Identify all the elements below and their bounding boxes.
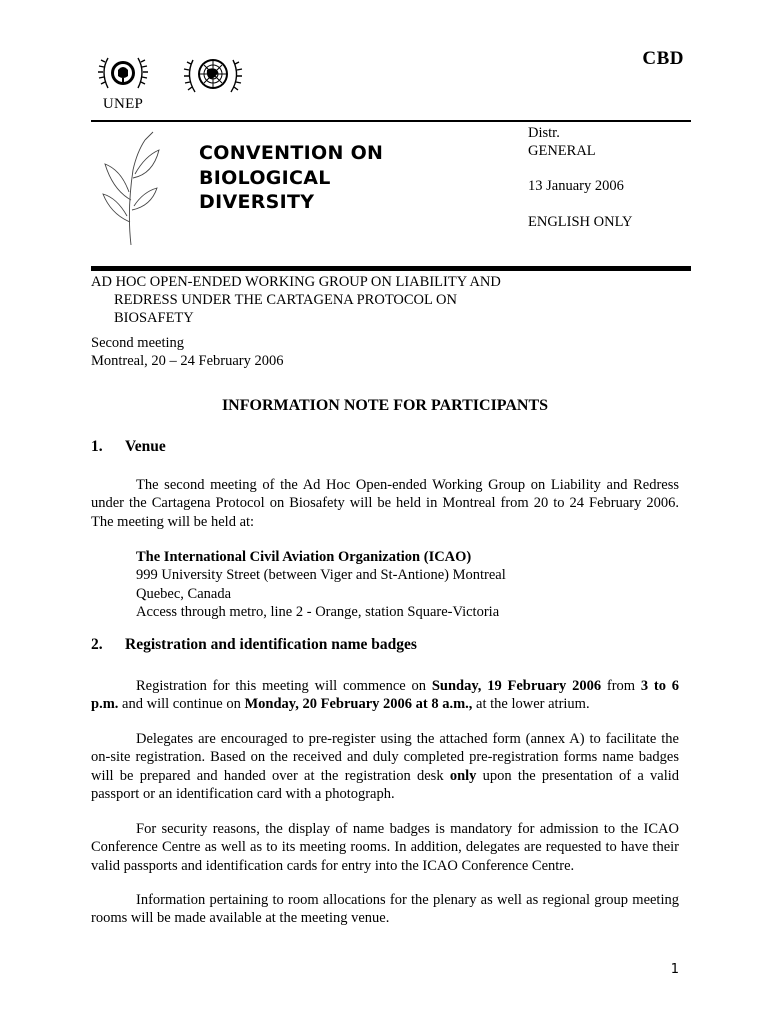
reg1-text-c: from bbox=[601, 678, 641, 694]
reg1-start-time: 3 to 6 p.m. bbox=[91, 678, 679, 713]
meeting-name: Second meeting bbox=[91, 335, 185, 351]
language-note: ENGLISH ONLY bbox=[528, 214, 633, 230]
registration-paragraph-3: For security reasons, the display of name badges is mandatory for admission to the ICAO Conference Centre as well as to its meeting rooms. In addition, delegates are requested to have their valid passports and identification cards for entry into the ICAO Conference Centre. bbox=[91, 821, 679, 874]
unep-label: UNEP bbox=[102, 96, 144, 112]
header-divider-thin bbox=[91, 120, 691, 122]
reg2-only-emphasis: only bbox=[449, 767, 477, 784]
reg1-start-date: Sunday, 19 February 2006 bbox=[431, 678, 602, 694]
title-line-1: CONVENTION ON bbox=[199, 142, 384, 164]
venue-address bbox=[136, 548, 506, 621]
registration-paragraph-4: Information pertaining to room allocations for the plenary as well as regional group meeting rooms will be made available at the meeting venue. bbox=[91, 892, 679, 927]
working-group-title bbox=[91, 273, 531, 327]
convention-title bbox=[199, 141, 439, 215]
page-number: 1 bbox=[670, 962, 679, 977]
reg1-text-e: and will continue on bbox=[118, 696, 245, 713]
reg1-text-g: at the lower atrium. bbox=[472, 696, 590, 713]
cbd-plant-logo-icon bbox=[93, 130, 183, 250]
reg1-text-a: Registration for this meeting will commence on bbox=[136, 678, 432, 694]
working-group-line-3: BIOSAFETY bbox=[114, 310, 194, 326]
venue-paragraph: The second meeting of the Ad Hoc Open-ended Working Group on Liability and Redress under the Cartagena Protocol on Biosafety will be held in Montreal from 20 to 24 February 2006. The meeting will be held at: bbox=[91, 477, 679, 530]
un-emblem-icon bbox=[183, 50, 243, 100]
registration-paragraph-1 bbox=[91, 677, 679, 714]
section-2-title: Registration and identification name badges bbox=[125, 636, 417, 653]
title-line-2: BIOLOGICAL bbox=[199, 166, 331, 189]
document-symbol: CBD bbox=[642, 48, 684, 69]
section-2-number: 2. bbox=[91, 636, 103, 653]
registration-paragraph-2 bbox=[91, 730, 679, 803]
distribution-label: Distr. bbox=[528, 125, 560, 141]
title-line-3: DIVERSITY bbox=[199, 191, 315, 213]
section-1-title: Venue bbox=[125, 438, 166, 455]
address-city: Quebec, Canada bbox=[136, 585, 232, 602]
address-access: Access through metro, line 2 - Orange, station Square-Victoria bbox=[136, 603, 500, 620]
reg2-text-c: upon the presentation of a valid passport or an identification card with a photograph. bbox=[91, 767, 680, 802]
address-organization: The International Civil Aviation Organization (ICAO) bbox=[136, 549, 472, 565]
document-date: 13 January 2006 bbox=[528, 178, 624, 194]
section-1-number: 1. bbox=[91, 438, 103, 455]
address-street: 999 University Street (between Viger and St-Antione) Montreal bbox=[136, 567, 506, 584]
reg2-text-a: Delegates are encouraged to pre-register using the attached form (annex A) to facilitate the on-site registration. Based on the received and duly completed pre-registration forms name badges will be prepared and handed over at the registration desk bbox=[91, 731, 679, 784]
meeting-info bbox=[91, 334, 284, 370]
working-group-line-2: REDRESS UNDER THE CARTAGENA PROTOCOL ON bbox=[114, 292, 457, 308]
reg1-continue-date: Monday, 20 February 2006 at 8 a.m., bbox=[244, 696, 473, 713]
header-divider-thick bbox=[91, 266, 691, 271]
meeting-place-date: Montreal, 20 – 24 February 2006 bbox=[91, 353, 284, 369]
note-title: INFORMATION NOTE FOR PARTICIPANTS bbox=[221, 397, 549, 414]
distribution-value: GENERAL bbox=[528, 143, 596, 159]
working-group-line-1: AD HOC OPEN-ENDED WORKING GROUP ON LIABILITY AND bbox=[91, 274, 501, 290]
